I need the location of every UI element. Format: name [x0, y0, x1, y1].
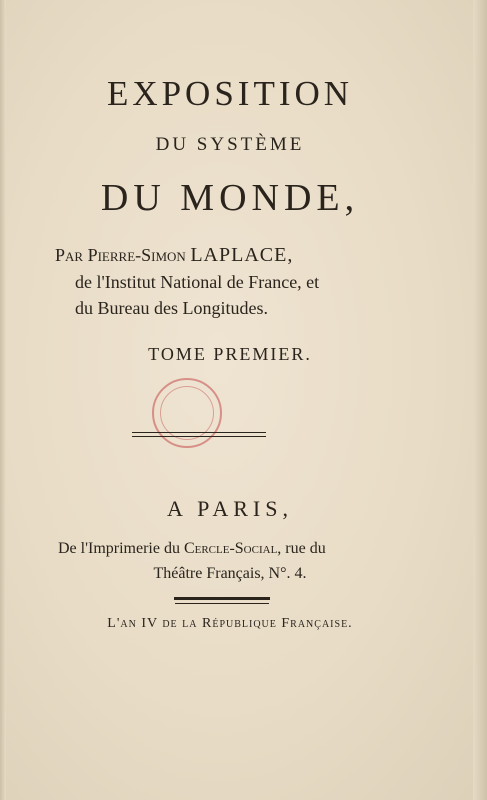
- title-line-3: DU MONDE,: [100, 177, 360, 219]
- author-name: LAPLACE,: [190, 244, 294, 266]
- page-right-edge: [473, 0, 487, 800]
- imprint-address: Théâtre Français, N°. 4.: [153, 565, 307, 582]
- page-left-edge: [0, 0, 6, 800]
- volume-label: TOME PREMIER.: [148, 344, 312, 364]
- library-stamp: [152, 378, 222, 448]
- ornamental-rule: [132, 432, 266, 437]
- imprint-printer-pre: De l'Imprimerie du: [58, 540, 180, 557]
- title-line-2: DU SYSTÈME: [155, 134, 305, 155]
- author-affiliation-1: de l'Institut National de France, et: [75, 272, 320, 292]
- author-prefix: Par Pierre-Simon: [55, 245, 186, 265]
- imprint-printer-name: Cercle-Social,: [183, 540, 282, 557]
- imprint-rule: [174, 597, 270, 600]
- imprint-city: A PARIS,: [166, 496, 293, 521]
- imprint-printer-post: rue du: [285, 540, 326, 557]
- title-line-1: EXPOSITION: [106, 74, 354, 113]
- author-affiliation-2: du Bureau des Longitudes.: [75, 298, 268, 318]
- imprint-printer-line: [58, 540, 326, 558]
- author-line: [55, 244, 293, 267]
- publication-date: L'an IV de la République Française.: [107, 616, 353, 631]
